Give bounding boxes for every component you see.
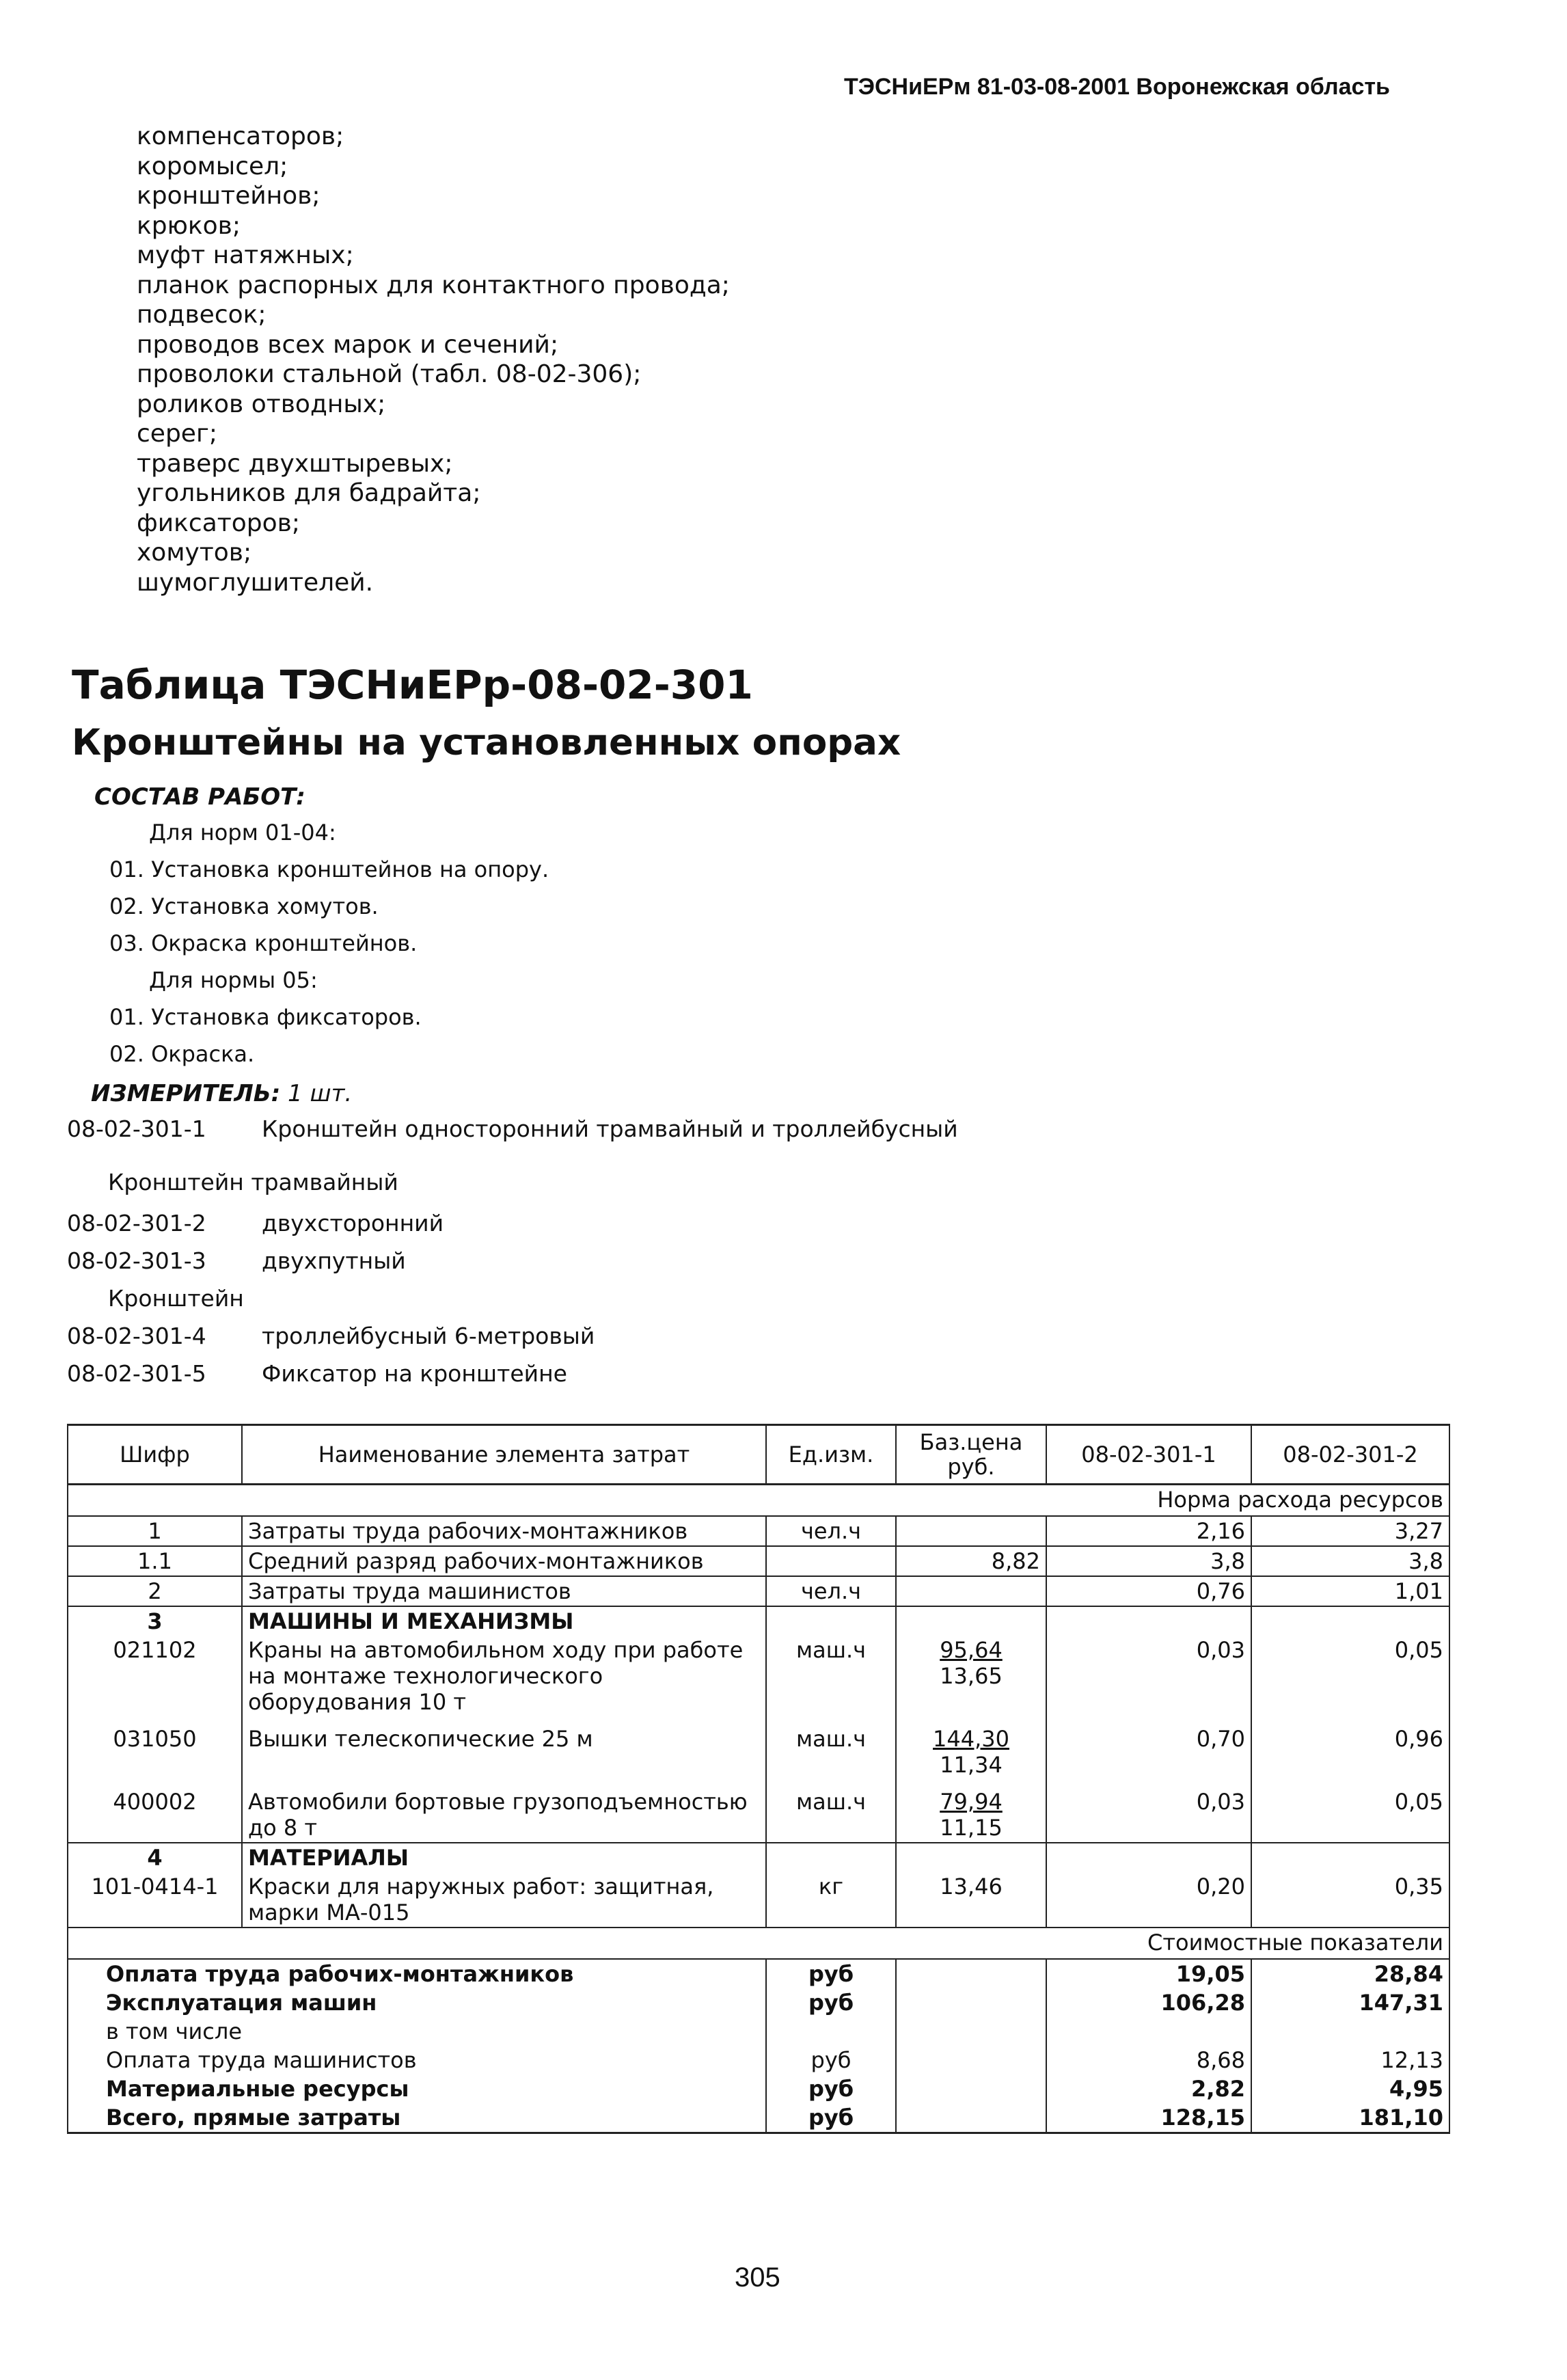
norm-group-heading: Для норм 01-04: <box>149 820 336 846</box>
work-step: 02. Установка хомутов. <box>109 893 379 919</box>
row-unit: маш.ч <box>766 1716 896 1779</box>
table-title: Таблица ТЭСНиЕРр-08-02-301 <box>72 662 753 708</box>
norm-group-label: Кронштейн <box>108 1285 244 1312</box>
work-step: 01. Установка фиксаторов. <box>109 1004 422 1030</box>
cost-value-1: 2,82 <box>1046 2074 1251 2103</box>
row-value-2: 0,35 <box>1251 1872 1449 1928</box>
row-name: МАШИНЫ И МЕХАНИЗМЫ <box>242 1606 766 1636</box>
col-header-price: Баз.цена руб. <box>896 1425 1046 1485</box>
row-price <box>896 1716 1046 1779</box>
list-item: проводов всех марок и сечений; <box>137 330 559 359</box>
cost-name: Материальные ресурсы <box>68 2074 766 2103</box>
list-item: серег; <box>137 420 217 448</box>
list-item: хомутов; <box>137 539 252 567</box>
cost-value-2: 181,10 <box>1251 2103 1449 2133</box>
col-header-code: Шифр <box>68 1425 242 1485</box>
row-price <box>896 1636 1046 1716</box>
work-step: 02. Окраска. <box>109 1041 255 1067</box>
cost-name: Оплата труда машинистов <box>68 2046 766 2074</box>
row-unit: чел.ч <box>766 1576 896 1606</box>
row-value-1: 0,03 <box>1046 1636 1251 1716</box>
table-row <box>68 1576 1449 1606</box>
cost-value-2: 147,31 <box>1251 1988 1449 2017</box>
row-price-secondary: 13,65 <box>940 1663 1003 1689</box>
row-unit: маш.ч <box>766 1636 896 1716</box>
row-name: Краны на автомобильном ходу при работе на монтаже технологического оборудования 10 т <box>242 1636 766 1716</box>
cost-row <box>68 1988 1449 2017</box>
norm-code: 08-02-301-5 <box>67 1360 206 1387</box>
composition-label: СОСТАВ РАБОТ: <box>94 783 305 811</box>
measure-label: ИЗМЕРИТЕЛЬ: <box>91 1080 281 1107</box>
measure-value: 1 шт. <box>288 1080 353 1107</box>
cost-name: в том числе <box>68 2017 766 2046</box>
cost-unit: руб <box>766 1959 896 1988</box>
norm-group-label: Кронштейн трамвайный <box>108 1169 398 1195</box>
row-value-1: 0,76 <box>1046 1576 1251 1606</box>
row-code: 021102 <box>68 1636 242 1716</box>
table-row <box>68 1636 1449 1716</box>
row-price <box>896 1779 1046 1843</box>
row-value-1: 0,70 <box>1046 1716 1251 1779</box>
cost-row <box>68 2017 1449 2046</box>
cost-name: Эксплуатация машин <box>68 1988 766 2017</box>
norm-title: двухсторонний <box>262 1210 444 1236</box>
table-subtitle: Кронштейны на установленных опорах <box>72 722 901 763</box>
cost-value-1: 128,15 <box>1046 2103 1251 2133</box>
table-row <box>68 1546 1449 1576</box>
row-value-2: 0,05 <box>1251 1779 1449 1843</box>
row-code: 1 <box>68 1516 242 1546</box>
col-header-norm-1: 08-02-301-1 <box>1046 1425 1251 1485</box>
row-name: Средний разряд рабочих-монтажников <box>242 1546 766 1576</box>
cost-value-1: 19,05 <box>1046 1959 1251 1988</box>
row-unit: кг <box>766 1872 896 1928</box>
row-name: Вышки телескопические 25 м <box>242 1716 766 1779</box>
cost-value-1: 8,68 <box>1046 2046 1251 2074</box>
list-item: муфт натяжных; <box>137 241 354 269</box>
row-price-secondary: 11,34 <box>940 1752 1003 1778</box>
col-header-norm-2: 08-02-301-2 <box>1251 1425 1449 1485</box>
norm-code: 08-02-301-3 <box>67 1247 206 1274</box>
cost-caption-row <box>68 1928 1449 1959</box>
row-unit <box>766 1546 896 1576</box>
table-section-row <box>68 1606 1449 1636</box>
cost-name: Оплата труда рабочих-монтажников <box>68 1959 766 1988</box>
row-price <box>896 1576 1046 1606</box>
row-name: Затраты труда машинистов <box>242 1576 766 1606</box>
page-header: ТЭСНиЕРм 81-03-08-2001 Воронежская область <box>844 74 1390 100</box>
row-value-2: 3,8 <box>1251 1546 1449 1576</box>
row-name: Автомобили бортовые грузоподъемностью до 8 т <box>242 1779 766 1843</box>
row-code: 400002 <box>68 1779 242 1843</box>
table-row <box>68 1779 1449 1843</box>
norm-code: 08-02-301-2 <box>67 1210 206 1236</box>
row-price: 8,82 <box>896 1546 1046 1576</box>
cost-value-2: 12,13 <box>1251 2046 1449 2074</box>
cost-row <box>68 1959 1449 1988</box>
cost-caption: Стоимостные показатели <box>68 1928 1449 1959</box>
row-code: 101-0414-1 <box>68 1872 242 1928</box>
row-price: 13,46 <box>896 1872 1046 1928</box>
list-item: роликов отводных; <box>137 390 386 418</box>
row-price-main: 95,64 <box>940 1637 1003 1663</box>
materials-list <box>137 122 730 597</box>
row-value-2: 1,01 <box>1251 1576 1449 1606</box>
row-name: Краски для наружных работ: защитная, марки МА-015 <box>242 1872 766 1928</box>
col-header-unit: Ед.изм. <box>766 1425 896 1485</box>
row-unit: маш.ч <box>766 1779 896 1843</box>
norm-title: двухпутный <box>262 1247 406 1274</box>
list-item: коромысел; <box>137 152 288 180</box>
list-item: фиксаторов; <box>137 509 300 537</box>
work-step: 03. Окраска кронштейнов. <box>109 930 418 956</box>
row-value-1: 0,03 <box>1046 1779 1251 1843</box>
resource-table <box>67 1424 1450 2134</box>
row-value-1: 3,8 <box>1046 1546 1251 1576</box>
norm-code: 08-02-301-1 <box>67 1115 206 1142</box>
row-value-1: 2,16 <box>1046 1516 1251 1546</box>
cost-unit: руб <box>766 1988 896 2017</box>
row-value-2: 3,27 <box>1251 1516 1449 1546</box>
row-value-1: 0,20 <box>1046 1872 1251 1928</box>
col-header-name: Наименование элемента затрат <box>242 1425 766 1485</box>
table-header-row <box>68 1425 1449 1485</box>
work-step: 01. Установка кронштейнов на опору. <box>109 856 549 882</box>
measure-unit <box>91 1080 352 1107</box>
list-item: крюков; <box>137 211 241 240</box>
row-name: МАТЕРИАЛЫ <box>242 1843 766 1872</box>
table-section-row <box>68 1843 1449 1872</box>
row-code: 1.1 <box>68 1546 242 1576</box>
row-price-secondary: 11,15 <box>940 1815 1003 1841</box>
table-row <box>68 1872 1449 1928</box>
row-price-main: 144,30 <box>933 1726 1009 1752</box>
norm-caption-row <box>68 1485 1449 1517</box>
row-value-2: 0,05 <box>1251 1636 1449 1716</box>
norm-code: 08-02-301-4 <box>67 1323 206 1349</box>
cost-row <box>68 2074 1449 2103</box>
row-name: Затраты труда рабочих-монтажников <box>242 1516 766 1546</box>
row-code: 3 <box>68 1606 242 1636</box>
norm-title: Кронштейн односторонний трамвайный и троллейбусный <box>262 1115 958 1142</box>
row-code: 031050 <box>68 1716 242 1779</box>
cost-unit: руб <box>766 2103 896 2133</box>
cost-unit: руб <box>766 2046 896 2074</box>
norm-caption: Норма расхода ресурсов <box>68 1485 1449 1517</box>
row-value-2: 0,96 <box>1251 1716 1449 1779</box>
table-row <box>68 1716 1449 1779</box>
list-item: проволоки стальной (табл. 08-02-306); <box>137 360 642 388</box>
list-item: траверс двухштыревых; <box>137 449 453 478</box>
norm-group-heading: Для нормы 05: <box>149 967 318 993</box>
list-item: кронштейнов; <box>137 182 321 210</box>
list-item: компенсаторов; <box>137 122 344 150</box>
cost-value-2: 28,84 <box>1251 1959 1449 1988</box>
row-code: 4 <box>68 1843 242 1872</box>
cost-value-1: 106,28 <box>1046 1988 1251 2017</box>
cost-unit: руб <box>766 2074 896 2103</box>
list-item: подвесок; <box>137 301 267 329</box>
cost-row <box>68 2103 1449 2133</box>
cost-value-2: 4,95 <box>1251 2074 1449 2103</box>
list-item: угольников для бадрайта; <box>137 479 481 507</box>
norm-title: Фиксатор на кронштейне <box>262 1360 567 1387</box>
list-item: планок распорных для контактного провода; <box>137 271 730 299</box>
norm-title: троллейбусный 6-метровый <box>262 1323 595 1349</box>
list-item: шумоглушителей. <box>137 568 374 597</box>
row-price-main: 79,94 <box>940 1789 1003 1815</box>
cost-name: Всего, прямые затраты <box>68 2103 766 2133</box>
table-row <box>68 1516 1449 1546</box>
row-unit: чел.ч <box>766 1516 896 1546</box>
row-code: 2 <box>68 1576 242 1606</box>
page-number: 305 <box>735 2262 780 2293</box>
row-price <box>896 1516 1046 1546</box>
cost-row <box>68 2046 1449 2074</box>
